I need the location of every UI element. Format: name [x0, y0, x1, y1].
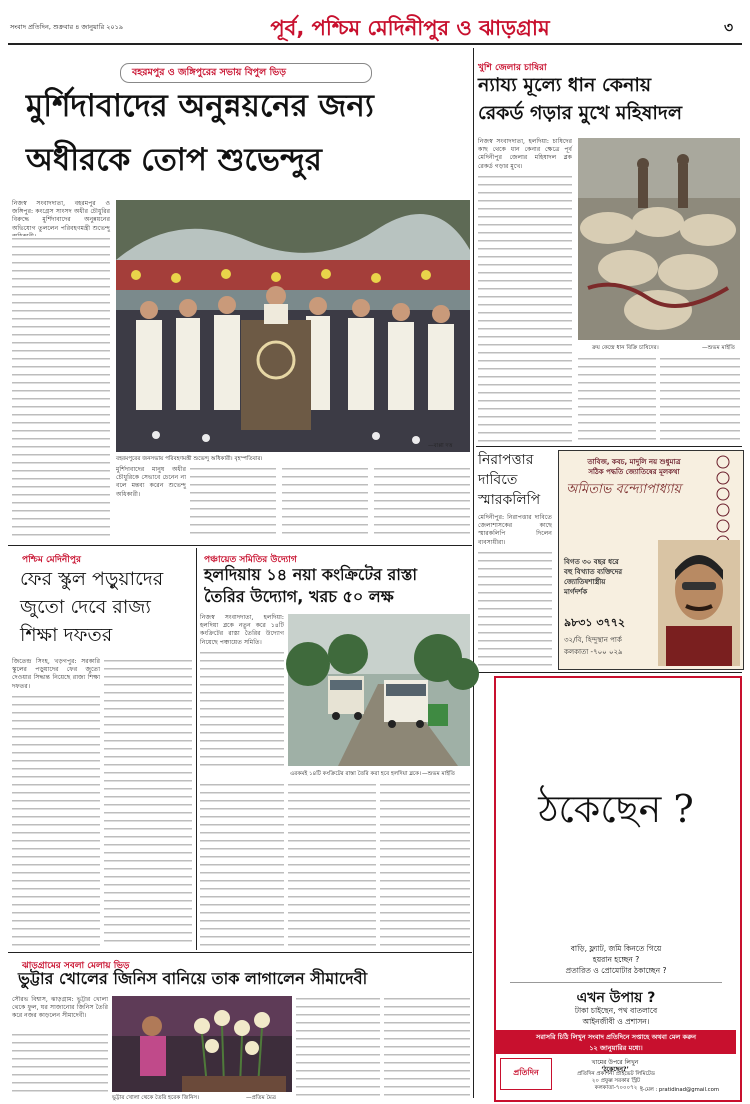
road-photo	[288, 614, 470, 766]
ad-solution-1: টাকা চাইছেন, পথ বাতলাবে	[574, 1006, 658, 1015]
lead-photo-credit: —বাপ্পা দত্ত	[428, 443, 453, 449]
astro-phone: ৯৮৩১ ৩৭৭২	[564, 616, 626, 629]
zodiac-wheel-icon	[708, 454, 738, 554]
right-kicker: খুশি জেলার চাষিরা	[478, 63, 547, 73]
lead-kicker: বহরমপুর ও জঙ্গিপুরের সভায় বিপুল ভিড়	[132, 67, 287, 78]
astro-address-2: কলকাতা -৭০০ ০২৯	[564, 648, 623, 656]
haldia-headline-2: তৈরির উদ্যোগ, খরচ ৫০ লক্ষ	[204, 587, 394, 606]
astrologer-portrait	[658, 540, 740, 666]
ad-send-line-1: সরাসরি চিঠি লিখুন সংবাদ প্রতিদিনে সপ্তাহে অথবা মেল করুন	[536, 1033, 696, 1041]
paddy-photo-caption: ক্রয় কেন্দ্রে ধান বিক্রি চাষিদের।	[592, 345, 659, 351]
security-headline-line2: দাবিতে	[478, 472, 518, 488]
ad-solution-2: আইনজীবী ও প্রশাসন।	[582, 1017, 650, 1026]
right-body-col2	[578, 356, 656, 442]
rally-stage-image	[116, 200, 470, 452]
jhargram-headline: ভুট্টার খোলের জিনিস বানিয়ে তাক লাগালেন সীমাদেবী	[18, 969, 368, 988]
lead-headline-line2: অধীরকে তোপ শুভেন্দুর	[26, 142, 322, 178]
haldia-body: নিজস্ব সংবাদদাতা, হলদিয়া: হলদিয়া ব্লকে নতুন করে ১৪টি কংক্রিটের রাস্তা তৈরির উদ্যোগ নিয়েছে পঞ্চায়েত সমিতি।	[200, 614, 284, 646]
ad-line-3: প্রতারিত ও প্রোমোটার ঠকাচ্ছেন ?	[565, 966, 667, 975]
paschim-headline-2: জুতো দেবে রাজ্য	[20, 596, 151, 618]
paschim-headline-1: ফের স্কুল পড়ুয়াদের	[20, 568, 164, 590]
section-title: পূর্ব, পশ্চিম মেদিনীপুর ও ঝাড়গ্রাম	[270, 16, 550, 40]
lead-intro: নিজস্ব সংবাদদাতা, বহরমপুর ও জঙ্গিপুর: কংগ্রেস সাংসদ অধীর চৌধুরির বিরুদ্ধে মুর্শিদাবাদের অনুন্নয়নের অভিযোগ তুললেন পরিবহণমন্ত্রী শুভেন্দু	[12, 200, 110, 232]
jhargram-body: সৌরভ বিশ্বাস, ঝাড়গ্রাম: ভুট্টার খোলা থেকে ফুল, ঘর সাজানোর জিনিস তৈরি করে নজর কাড়লেন সীমাদেবী।	[12, 996, 108, 1020]
bottom-rule	[8, 952, 472, 953]
paschim-kicker: পশ্চিম মেদিনীপুর	[22, 555, 81, 565]
page-number: ৩	[724, 20, 734, 36]
astro-bottom-rule	[476, 672, 742, 673]
paschim-body: জিতেন্দ্র সিংহ, খড়গপুর: সরকারি স্কুলের পড়ুয়াদের ফের জুতো দেওয়ার সিদ্ধান্ত নিয়েছে রাজ্য শিক্ষা দফতর।	[12, 658, 100, 690]
paddy-photo-credit: —শুভম মাইতি	[702, 345, 735, 351]
lead-photo	[116, 200, 470, 452]
ad-address-3: ২০ প্রফুল্ল সরকার স্ট্রিট	[591, 1078, 641, 1084]
ad-address-title: খামের উপরে লিখুন	[591, 1059, 639, 1066]
paschim-body-col2	[104, 658, 192, 948]
ad-address-2: প্রতিদিন প্রকাশনী প্রাইভেট লিমিটেড	[577, 1071, 655, 1077]
haldia-headline-1: হলদিয়ায় ১৪ নয়া কংক্রিটের রাস্তা	[204, 565, 418, 584]
ad-send-line-2: ১২ জানুয়ারির মধ্যে।	[589, 1044, 643, 1052]
paschim-body-col1	[12, 694, 100, 948]
security-body: মেদিনীপুর: নিরাপত্তার দাবিতে জেলাশাসকের কাছে স্মারকলিপি দিলেন ব্যবসায়ীরা।	[478, 514, 552, 546]
astro-experience-1: বিগত ৩০ বছর ধরে	[564, 558, 619, 566]
jhargram-body-col2	[296, 996, 380, 1098]
paschim-headline-3: শিক্ষা দফতর	[20, 624, 113, 646]
road-image	[288, 614, 470, 766]
road-photo-caption: এরকমই ১৪টি কংক্রিটের রাস্তা তৈরি করা হবে হলদিয়া ব্লকে।	[290, 771, 422, 777]
jhargram-body-col3	[384, 996, 470, 1098]
lead-body-bottom: মুর্শিদাবাদের মানুষ অধীর চৌধুরিকে সেভাবে চেনেন না বলে মন্তব্য করেন শুভেন্দু অধিকারী।	[116, 466, 186, 498]
astro-address-1: ৩২/বি, হিন্দুস্থান পার্ক	[564, 636, 622, 644]
astro-tagline-1: তাবিজ, কবচ, মাদুলি নয় শুধুমাত্র	[587, 458, 681, 466]
right-body-col3	[660, 356, 740, 442]
ad-line-2: হয়রান হচ্ছেন ?	[592, 955, 640, 964]
jhargram-body-col1	[12, 1032, 108, 1098]
masthead-rule	[8, 43, 742, 45]
security-headline-line3: স্মারকলিপি	[478, 492, 541, 508]
lead-body-col4	[374, 466, 470, 540]
haldia-body-col3	[288, 782, 376, 948]
paddy-sacks-image	[578, 138, 740, 340]
maize-craft-photo	[112, 996, 292, 1092]
astro-tagline-2: সঠিক পদ্ধতি জ্যোতিষের মূলকথা	[588, 468, 680, 476]
astro-experience-4: মার্গদর্শক	[564, 588, 588, 596]
maize-photo-caption: ভুট্টার খোলা থেকে তৈরি হরেক জিনিস।	[112, 1095, 200, 1101]
ad-divider-1	[510, 982, 722, 983]
paddy-photo	[578, 138, 740, 340]
ad-line-1: বাড়ি, ফ্ল্যাট, জমি কিনতে গিয়ে	[570, 944, 662, 953]
lead-body-col3	[282, 466, 368, 540]
security-body-lines	[478, 550, 552, 668]
lead-body-column	[12, 236, 110, 536]
right-headline-line1: ন্যায্য মূল্যে ধান কেনায়	[478, 74, 652, 96]
column-divider	[473, 48, 474, 1098]
ad-email: ই-মেল : pratidinad@gmail.com	[640, 1087, 719, 1093]
security-headline-line1: নিরাপত্তার	[478, 452, 534, 468]
ad-address-1: ‘ঠকেছেন?’	[601, 1066, 629, 1073]
haldia-body-col4	[380, 782, 470, 948]
right-top-rule	[476, 446, 742, 447]
astrologer-portrait-image	[658, 540, 740, 666]
pratidin-logo	[500, 1058, 552, 1090]
right-intro: নিজস্ব সংবাদদাতা, হলদিয়া: চাষিদের কাছ থেকে ধান কেনার ক্ষেত্রে পূর্ব মেদিনীপুর জেলার মহিষাদল ব্লক রেকর্ড গড়ার মুখে।	[478, 138, 572, 170]
ad-solution-title: এখন উপায় ?	[576, 990, 656, 1006]
dateline: সংবাদ প্রতিদিন, শুক্রবার ৪ জানুয়ারি ২০১৯	[10, 23, 124, 31]
road-photo-credit: —শুভম মাইতি	[422, 771, 455, 777]
astro-experience-3: জ্যোতিষশাস্ত্রীয়	[564, 578, 606, 586]
paschim-divider	[196, 548, 197, 950]
right-headline-line2: রেকর্ড গড়ার মুখে মহিষাদল	[478, 102, 683, 124]
mid-rule	[8, 545, 472, 546]
maize-photo-credit: —প্রতিম মৈত্র	[246, 1095, 276, 1101]
haldia-kicker: পঞ্চায়েত সমিতির উদ্যোগ	[204, 555, 297, 565]
lead-headline-line1: মুর্শিদাবাদের অনুন্নয়নের জন্য	[26, 88, 374, 124]
haldia-body-col2	[200, 782, 284, 948]
astro-signature: অমিতাভ বন্দ্যোপাধ্যায়	[566, 482, 682, 497]
jhargram-kicker: ঝাড়গ্রামের সবলা মেলায় ভিড়	[22, 961, 130, 971]
astro-experience-2: বহু বিখ্যাত ব্যক্তিদের	[564, 568, 623, 576]
lead-photo-caption: বহরমপুরের জনসভায় পরিবহণমন্ত্রী শুভেন্দু অধিকারী। বৃহস্পতিবার।	[116, 456, 263, 462]
ad-big-question: ঠকেছেন ?	[538, 787, 694, 831]
right-body-col1	[478, 174, 572, 442]
lead-body-col2	[190, 466, 276, 540]
maize-craft-image	[112, 996, 292, 1092]
ad-address-4: কলকাতা-৭০০০৭২	[594, 1085, 638, 1091]
pratidin-logo-text: প্রতিদিন	[513, 1068, 539, 1077]
haldia-body-col1	[200, 650, 284, 770]
